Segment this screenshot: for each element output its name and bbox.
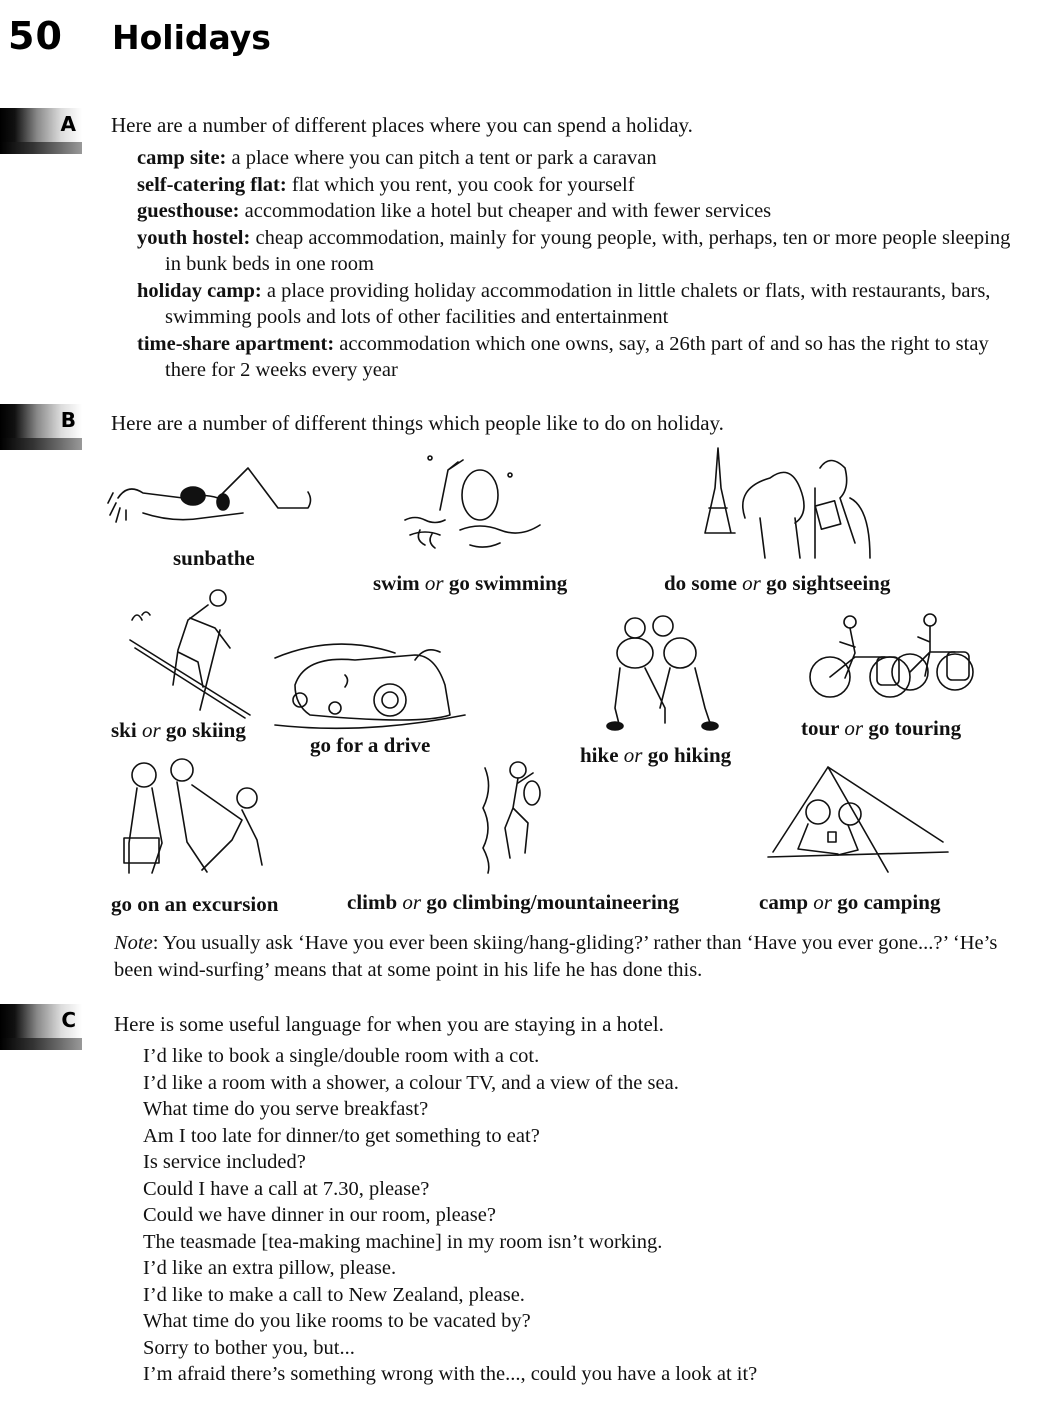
tourists-eiffel-tower-illustration xyxy=(700,448,880,558)
note-paragraph xyxy=(114,930,1024,984)
list-item: What time do you like rooms to be vacated by? xyxy=(143,1310,531,1332)
list-item: Could we have dinner in our room, please? xyxy=(143,1204,496,1226)
caption-sunbathe xyxy=(173,546,255,571)
definition: accommodation which one owns, say, a 26th part of and so has the right to stay there for 2 weeks every year xyxy=(165,332,989,381)
list-item: I’d like to book a single/double room with a cot. xyxy=(143,1045,540,1067)
section-b-intro: Here are a number of different things which people like to do on holiday. xyxy=(111,411,724,435)
caption-alt: go skiing xyxy=(165,718,246,742)
or-word: or xyxy=(424,571,444,595)
caption-ski xyxy=(111,718,246,743)
climber-illustration xyxy=(480,758,550,878)
list-item xyxy=(137,278,1017,331)
caption-tour xyxy=(801,716,961,741)
term: youth hostel: xyxy=(137,226,251,249)
section-c-intro: Here is some useful language for when you are staying in a hotel. xyxy=(114,1012,664,1036)
term: self-catering flat: xyxy=(137,173,287,196)
caption-main: camp xyxy=(759,890,808,914)
list-item: I’d like a room with a shower, a colour TV, and a view of the sea. xyxy=(143,1071,679,1094)
caption-alt: go sightseeing xyxy=(766,571,891,595)
hotel-phrases-list xyxy=(143,1043,1023,1388)
list-item xyxy=(137,172,1017,199)
term: time-share apartment: xyxy=(137,332,335,355)
caption-alt: go hiking xyxy=(647,743,732,767)
term: camp site: xyxy=(137,147,227,169)
caption-main: swim xyxy=(373,571,420,595)
caption-main: do some xyxy=(664,571,737,595)
caption-alt: go touring xyxy=(868,716,962,740)
caption-drive xyxy=(310,733,430,758)
caption-main: tour xyxy=(801,716,840,740)
definition: accommodation like a hotel but cheaper and with fewer services xyxy=(239,200,772,222)
caption-main: go on an excursion xyxy=(111,892,279,916)
convertible-car-illustration xyxy=(275,640,475,730)
caption-main: ski xyxy=(111,718,137,742)
hikers-backpacks-illustration xyxy=(605,608,725,733)
list-item: I’d like an extra pillow, please. xyxy=(143,1257,397,1279)
caption-main: climb xyxy=(347,890,398,914)
cyclists-illustration xyxy=(805,612,975,702)
tent-campers-illustration xyxy=(768,762,958,867)
caption-alt: go swimming xyxy=(448,571,568,595)
caption-excursion xyxy=(111,892,278,917)
page-title: Holidays xyxy=(112,18,271,57)
section-a-intro: Here are a number of different places where you can spend a holiday. xyxy=(111,113,693,137)
caption-swim xyxy=(373,571,567,596)
definition: cheap accommodation, mainly for young people, with, perhaps, ten or more people sleeping in bunk beds in one room xyxy=(165,226,1011,275)
or-word: or xyxy=(742,571,761,595)
list-item: Is service included? xyxy=(143,1151,306,1173)
term: holiday camp: xyxy=(137,279,262,302)
section-a-marker xyxy=(0,108,82,154)
caption-alt: go climbing/mountaineering xyxy=(426,890,679,914)
caption-main: hike xyxy=(580,743,619,767)
caption-sightsee xyxy=(664,571,890,596)
note-label: Note xyxy=(114,932,153,954)
or-word: or xyxy=(813,890,832,914)
list-item xyxy=(137,145,1017,172)
caption-camp xyxy=(759,890,940,915)
caption-hike xyxy=(580,743,731,768)
section-b-letter: B xyxy=(60,408,76,432)
sunbathing-woman-illustration xyxy=(108,458,328,538)
swimming-person-illustration xyxy=(400,450,560,565)
caption-main: sunbathe xyxy=(173,546,255,570)
list-item xyxy=(137,198,1017,225)
section-b-marker xyxy=(0,404,82,450)
family-walking-illustration xyxy=(122,760,282,885)
or-word: or xyxy=(844,716,864,740)
list-item: I’m afraid there’s something wrong with the..., could you have a look at it? xyxy=(143,1363,758,1385)
section-c-marker xyxy=(0,1004,82,1050)
or-word: or xyxy=(141,718,161,742)
list-item: Could I have a call at 7.30, please? xyxy=(143,1177,430,1200)
or-word: or xyxy=(402,890,422,914)
caption-main: go for a drive xyxy=(310,733,431,757)
caption-alt: go camping xyxy=(837,890,941,914)
section-a-letter: A xyxy=(60,112,76,136)
term: guesthouse: xyxy=(137,200,240,222)
list-item: Sorry to bother you, but... xyxy=(143,1336,355,1359)
definition: a place where you can pitch a tent or park a caravan xyxy=(226,147,657,169)
accommodation-list xyxy=(137,145,1017,384)
list-item: The teasmade [tea-making machine] in my room isn’t working. xyxy=(143,1230,663,1253)
caption-climb xyxy=(347,890,679,915)
note-text: : You usually ask ‘Have you ever been skiing/hang-gliding?’ rather than ‘Have you ever gone...?’ ‘He’s been wind-surfing’ means that at some point in his life he has done this. xyxy=(114,932,998,981)
unit-number: 50 xyxy=(8,14,63,58)
or-word: or xyxy=(623,743,643,767)
list-item: Am I too late for dinner/to get something to eat? xyxy=(143,1124,540,1147)
skier-illustration xyxy=(130,590,240,720)
section-c-letter: C xyxy=(61,1008,76,1032)
list-item: What time do you serve breakfast? xyxy=(143,1098,429,1120)
list-item xyxy=(137,225,1017,278)
list-item xyxy=(137,331,1017,384)
list-item: I’d like to make a call to New Zealand, please. xyxy=(143,1283,525,1306)
definition: flat which you rent, you cook for yourself xyxy=(286,173,635,196)
definition: a place providing holiday accommodation in little chalets or flats, with restaurants, bars, swimming pools and lots of other facilities and entertainment xyxy=(165,279,991,328)
